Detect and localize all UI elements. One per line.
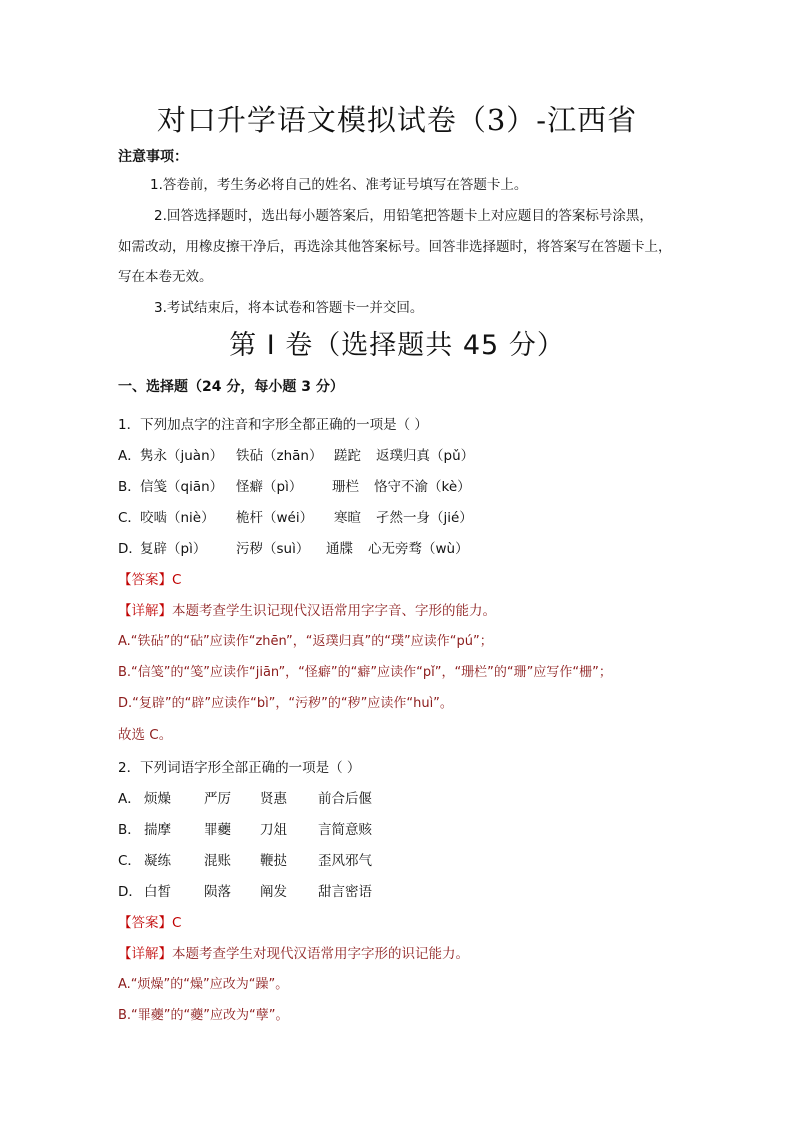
option-word: 蹉跎	[334, 448, 361, 464]
option-word: 返璞归真（pǔ）	[376, 448, 475, 464]
answer-tag: 【答案】	[118, 572, 172, 588]
option-word: 凝练	[144, 853, 171, 869]
option-word: 罪虁	[204, 822, 231, 838]
option-letter: D．	[118, 884, 142, 900]
q2-stem: 2．下列词语字形全部正确的一项是（ ）	[118, 760, 361, 776]
notice-item-2-line-3: 写在本卷无效。	[118, 269, 213, 285]
option-word: 寒暄	[334, 510, 361, 526]
q2-option-c	[118, 853, 372, 869]
option-word: 孑然一身（jié）	[376, 510, 473, 526]
option-word: 前合后偃	[318, 791, 372, 807]
q2-option-b	[118, 822, 372, 838]
q1-note-b: B.“信笺”的“笺”应读作“jiān”，“怪癖”的“癖”应读作“pǐ”，“珊栏”的“珊”应写作“栅”；	[118, 665, 612, 680]
answer-value: C	[172, 572, 182, 588]
page-title: 对口升学语文模拟试卷（3）-江西省	[156, 103, 638, 137]
option-word: 揣摩	[144, 822, 171, 838]
q1-option-a	[118, 448, 474, 464]
option-word: 白皙	[144, 884, 171, 900]
notice-item-2-line-1: 2.回答选择题时，选出每小题答案后，用铅笔把答题卡上对应题目的答案标号涂黑，	[154, 208, 653, 224]
part-title: 第 I 卷（选择题共 45 分）	[229, 330, 565, 361]
option-letter: B．	[118, 822, 141, 838]
option-letter: C．	[118, 853, 141, 869]
answer-tag: 【答案】	[118, 915, 172, 931]
option-letter: A．	[118, 791, 141, 807]
option-word: 甜言密语	[318, 884, 372, 900]
option-letter: A．	[118, 448, 141, 464]
option-word: 阐发	[260, 884, 287, 900]
notice-item-2-line-2: 如需改动，用橡皮擦干净后，再选涂其他答案标号。回答非选择题时，将答案写在答题卡上，	[118, 239, 672, 255]
option-word: 污秽（suì）	[236, 541, 310, 557]
q2-note-a: A.“烦燥”的“燥”应改为“躁”。	[118, 977, 289, 992]
option-word: 混账	[204, 853, 231, 869]
q2-option-d	[118, 884, 372, 900]
q1-note-d: D.“复辟”的“辟”应读作“bì”，“污秽”的“秽”应读作“huì”。	[118, 696, 453, 711]
option-word: 隽永（juàn）	[140, 448, 224, 464]
q1-option-d	[118, 541, 469, 557]
q1-note-a: A.“铁砧”的“砧”应读作“zhēn”，“返璞归真”的“璞”应读作“pú”；	[118, 634, 493, 649]
option-word: 陨落	[204, 884, 231, 900]
q2-option-a	[118, 791, 372, 807]
detail-tag: 【详解】	[118, 946, 172, 962]
option-word: 言简意赅	[318, 822, 372, 838]
detail-text: 本题考查学生识记现代汉语常用字字音、字形的能力。	[172, 603, 496, 619]
q2-note-b: B.“罪虁”的“虁”应改为“孽”。	[118, 1008, 289, 1023]
option-word: 贤惠	[260, 791, 287, 807]
option-word: 咬啮（niè）	[140, 510, 215, 526]
option-word: 刀俎	[260, 822, 287, 838]
detail-text: 本题考查学生对现代汉语常用字字形的识记能力。	[172, 946, 469, 962]
notice-item-3: 3.考试结束后，将本试卷和答题卡一并交回。	[154, 300, 424, 316]
section-title: 一、选择题（24 分，每小题 3 分）	[118, 379, 344, 395]
notice-heading: 注意事项：	[118, 149, 188, 165]
q1-detail	[118, 603, 496, 619]
option-word: 怪癖（pì）	[236, 479, 303, 495]
q1-option-b	[118, 479, 471, 495]
option-letter: D．	[118, 541, 142, 557]
detail-tag: 【详解】	[118, 603, 172, 619]
option-word: 恪守不渝（kè）	[374, 479, 471, 495]
option-word: 通牒	[326, 541, 353, 557]
option-word: 鞭挞	[260, 853, 287, 869]
q1-answer	[118, 572, 181, 588]
option-letter: C．	[118, 510, 141, 526]
option-word: 歪风邪气	[318, 853, 372, 869]
option-word: 桅杆（wéi）	[236, 510, 314, 526]
option-word: 严厉	[204, 791, 231, 807]
q2-detail	[118, 946, 469, 962]
q2-answer	[118, 915, 181, 931]
notice-item-1: 1.答卷前，考生务必将自己的姓名、准考证号填写在答题卡上。	[150, 177, 528, 193]
answer-value: C	[172, 915, 182, 931]
option-word: 信笺（qiān）	[140, 479, 224, 495]
option-letter: B．	[118, 479, 141, 495]
option-word: 复辟（pì）	[140, 541, 207, 557]
q1-option-c	[118, 510, 473, 526]
option-word: 铁砧（zhān）	[236, 448, 323, 464]
option-word: 烦燥	[144, 791, 171, 807]
option-word: 心无旁骛（wù）	[368, 541, 469, 557]
q1-conclusion: 故选 C。	[118, 727, 173, 743]
option-word: 珊栏	[332, 479, 359, 495]
q1-stem: 1．下列加点字的注音和字形全都正确的一项是（ ）	[118, 417, 428, 433]
